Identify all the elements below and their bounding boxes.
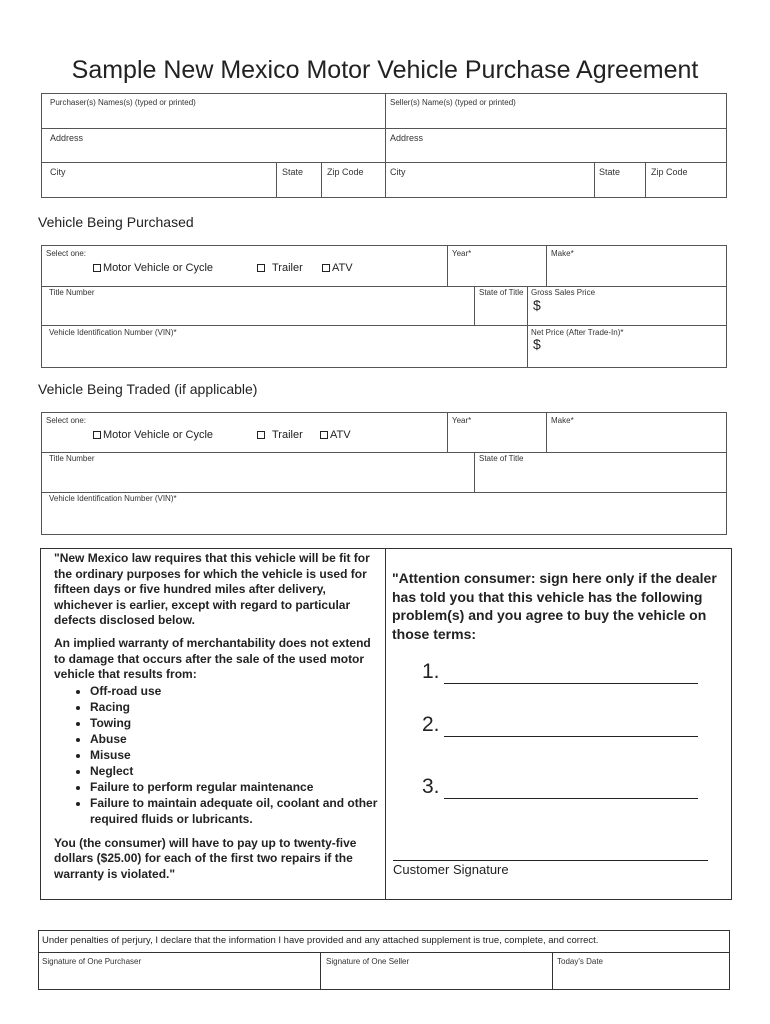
list-item: • Towing <box>90 715 379 731</box>
gross-sales-price-field[interactable]: Gross Sales Price <box>531 288 596 297</box>
motor-vehicle-label: Motor Vehicle or Cycle <box>103 429 214 441</box>
traded-motor-vehicle-checkbox[interactable] <box>93 429 213 441</box>
year-field[interactable]: Year* <box>452 249 472 258</box>
list-item: • Misuse <box>90 747 379 763</box>
parties-table <box>41 93 727 198</box>
trailer-label: Trailer <box>272 429 303 441</box>
purchaser-names-field[interactable]: Purchaser(s) Names(s) (typed or printed) <box>50 98 196 107</box>
traded-make-field[interactable]: Make* <box>551 416 574 425</box>
seller-zip-field[interactable]: Zip Code <box>651 167 688 177</box>
problem-2-line[interactable] <box>444 736 698 737</box>
warranty-exclusions-list <box>54 683 379 827</box>
divider <box>527 286 528 368</box>
divider <box>447 245 448 286</box>
divider <box>41 286 727 287</box>
warranty-paragraph: You (the consumer) will have to pay up to twenty-five dollars ($25.00) for each of the first two repairs if the warranty is violated." <box>54 835 357 881</box>
checkbox-square-icon <box>93 264 101 272</box>
list-item: • Abuse <box>90 731 379 747</box>
warranty-text <box>54 551 379 883</box>
dollar-sign: $ <box>533 297 541 313</box>
divider <box>552 952 553 990</box>
traded-trailer-checkbox[interactable] <box>257 429 303 441</box>
trailer-label: Trailer <box>272 262 303 274</box>
make-field[interactable]: Make* <box>551 249 574 258</box>
select-one-label: Select one: <box>46 249 87 258</box>
divider <box>385 93 386 198</box>
atv-label: ATV <box>330 429 351 441</box>
warranty-paragraph: "New Mexico law requires that this vehicle will be fit for the ordinary purposes for which the vehicle is used for fifteen days or five hundred miles after delivery, whichever is earlier, except with regard to particular defects disclosed below. <box>54 551 370 628</box>
atv-label: ATV <box>332 262 353 274</box>
section-heading-traded: Vehicle Being Traded (if applicable) <box>38 381 258 397</box>
divider <box>546 412 547 452</box>
checkbox-square-icon <box>322 264 330 272</box>
divider <box>41 128 727 129</box>
seller-state-field[interactable]: State <box>599 167 621 177</box>
divider <box>474 286 475 325</box>
traded-atv-checkbox[interactable] <box>320 429 351 441</box>
divider <box>474 452 475 492</box>
vin-field[interactable]: Vehicle Identification Number (VIN)* <box>49 328 177 337</box>
divider <box>594 162 595 198</box>
checkbox-square-icon <box>93 431 101 439</box>
dollar-sign: $ <box>533 336 541 352</box>
divider <box>385 548 386 900</box>
purchaser-address-field[interactable]: Address <box>50 133 84 143</box>
purchaser-city-field[interactable]: City <box>50 167 66 177</box>
divider <box>645 162 646 198</box>
list-item: • Neglect <box>90 763 379 779</box>
todays-date-field[interactable]: Today's Date <box>557 957 603 966</box>
list-item: • Racing <box>90 699 379 715</box>
list-item: • Failure to maintain adequate oil, coolant and other required fluids or lubricants. <box>90 795 379 827</box>
seller-city-field[interactable]: City <box>390 167 406 177</box>
divider <box>447 412 448 452</box>
purchaser-state-field[interactable]: State <box>282 167 304 177</box>
section-heading-purchased: Vehicle Being Purchased <box>38 214 194 230</box>
checkbox-square-icon <box>257 431 265 439</box>
divider <box>38 952 730 953</box>
motor-vehicle-label: Motor Vehicle or Cycle <box>103 262 214 274</box>
problem-number: 3. <box>422 775 440 798</box>
purchaser-signature-field[interactable]: Signature of One Purchaser <box>42 957 142 966</box>
divider <box>546 245 547 286</box>
select-one-label: Select one: <box>46 416 87 425</box>
atv-checkbox[interactable] <box>322 262 353 274</box>
traded-vin-field[interactable]: Vehicle Identification Number (VIN)* <box>49 494 177 503</box>
traded-title-number-field[interactable]: Title Number <box>49 454 95 463</box>
seller-signature-field[interactable]: Signature of One Seller <box>326 957 410 966</box>
divider <box>321 162 322 198</box>
motor-vehicle-checkbox[interactable] <box>93 262 213 274</box>
seller-names-field[interactable]: Seller(s) Name(s) (typed or printed) <box>390 98 516 107</box>
list-item: • Failure to perform regular maintenance <box>90 779 379 795</box>
checkbox-square-icon <box>257 264 265 272</box>
warranty-paragraph: An implied warranty of merchantability does not extend to damage that occurs after the sale of the used motor vehicle that results from: <box>54 635 371 682</box>
net-price-field[interactable]: Net Price (After Trade-In)* <box>531 328 624 337</box>
divider <box>41 162 727 163</box>
divider <box>320 952 321 990</box>
checkbox-square-icon <box>320 431 328 439</box>
problem-1-line[interactable] <box>444 683 698 684</box>
divider <box>41 452 727 453</box>
divider <box>41 492 727 493</box>
seller-address-field[interactable]: Address <box>390 133 424 143</box>
customer-signature-line[interactable] <box>393 860 708 861</box>
traded-year-field[interactable]: Year* <box>452 416 472 425</box>
trailer-checkbox[interactable] <box>257 262 303 274</box>
purchaser-zip-field[interactable]: Zip Code <box>327 167 364 177</box>
state-of-title-field[interactable]: State of Title <box>479 288 524 297</box>
problem-number: 1. <box>422 660 440 683</box>
title-number-field[interactable]: Title Number <box>49 288 95 297</box>
page-title: Sample New Mexico Motor Vehicle Purchase Agreement <box>71 56 699 84</box>
problem-3-line[interactable] <box>444 798 698 799</box>
divider <box>41 325 727 326</box>
problem-number: 2. <box>422 713 440 736</box>
traded-state-of-title-field[interactable]: State of Title <box>479 454 524 463</box>
perjury-statement: Under penalties of perjury, I declare that the information I have provided and any attached supplement is true, complete, and correct. <box>42 935 599 946</box>
divider <box>276 162 277 198</box>
list-item: • Off-road use <box>90 683 379 699</box>
customer-signature-label: Customer Signature <box>393 862 509 877</box>
attention-text: "Attention consumer: sign here only if the dealer has told you that this vehicle has the following problem(s) and you agree to buy the vehicle on those terms: <box>392 570 717 642</box>
